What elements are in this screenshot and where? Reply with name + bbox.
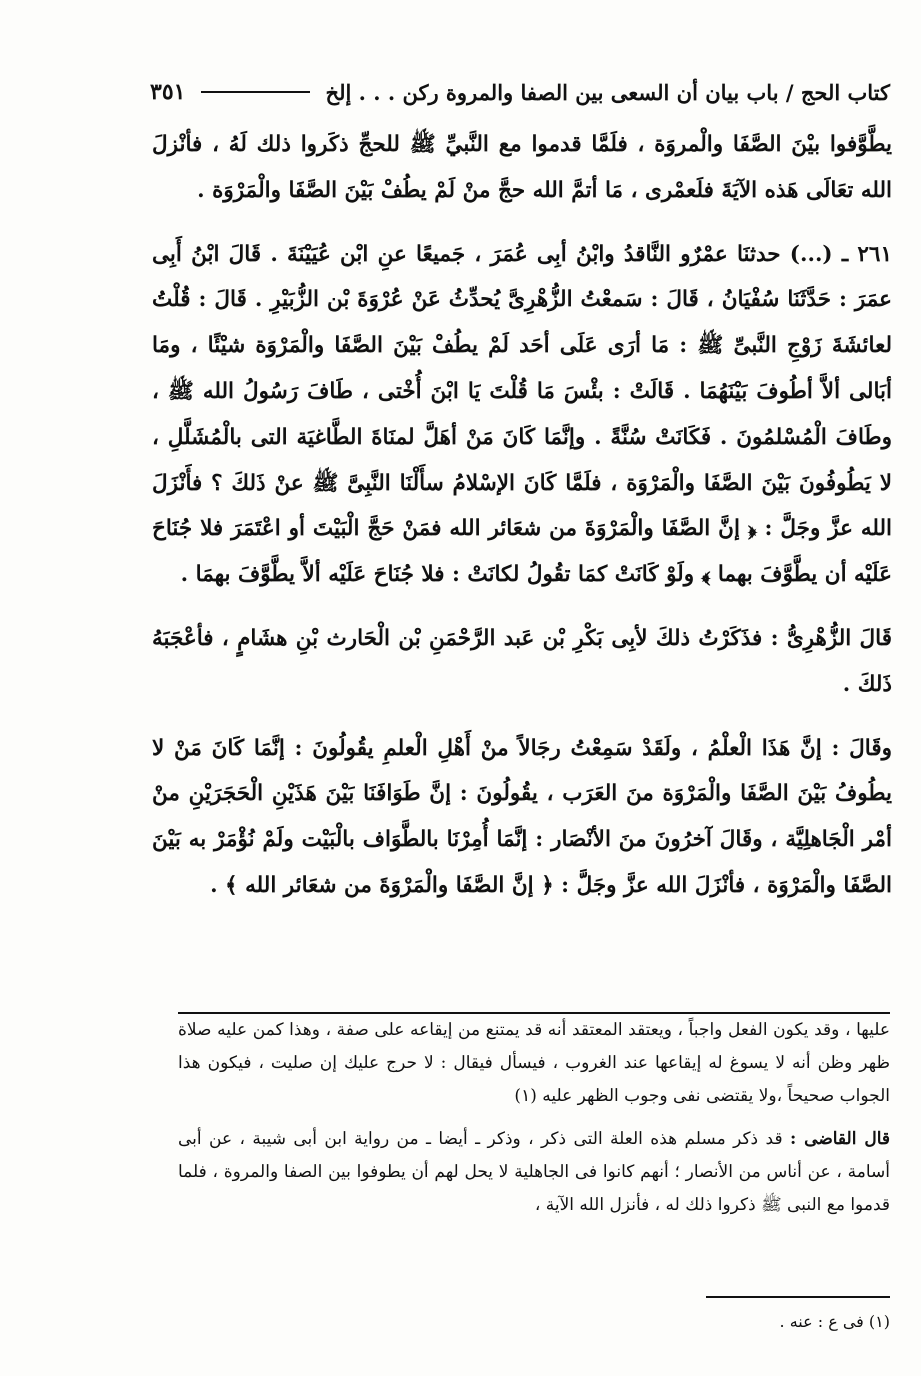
header-rule [201, 91, 309, 93]
hadith-text [152, 122, 892, 909]
commentary [178, 1014, 890, 1222]
commentary-lead: قال القاضى : [789, 1129, 890, 1149]
running-header [150, 72, 890, 112]
footnote: (١) فى ع : عنه . [779, 1312, 890, 1331]
hadith-paragraph: يطَّوَّفوا بيْنَ الصَّفَا والْمروَة ، فلَمَّا قدموا مع النَّبيِّ ﷺ للحجِّ ذكَروا ذلك لَهُ ، فأنْزلَ الله تعَالَى هَذه الآيَةَ فلَعمْرى ، مَا أتمَّ الله حجَّ منْ لَمْ يطُفْ بَيْنَ الصَّفَا والْمَرْوَة . [152, 132, 892, 203]
header-title: كتاب الحج / باب بيان أن السعى بين الصفا والمروة ركن . . . إلخ [325, 79, 890, 105]
page-number: ٣٥١ [150, 79, 186, 105]
hadith-paragraph: قَالَ الزُّهْرِىُّ : فذَكَرْتُ ذلكَ لأبِى بَكْرِ بْن عَبد الرَّحْمَنِ بْن الْحَارث بْنِ هشَامٍ ، فأعْجَبَهُ ذَلكَ . [152, 625, 892, 697]
hadith-paragraph: وقَالَ : إنَّ هَذَا الْعلْمُ ، ولَقَدْ سَمِعْتُ رجَالاً منْ أَهْلِ الْعلمِ يقُولُونَ : إنَّمَا كَانَ مَنْ لا يطُوفُ بَيْنَ الصَّفَا والْمَرْوَة منَ العَرَب ، يقُولُونَ : إنَّ طَوَافَنَا بَيْنَ هَذَيْنِ الْحَجَرَيْنِ منْ أمْر الْجَاهلِيَّة ، وقَالَ آخرُونَ منَ الأنْصَار : إنَّمَا أُمِرْنَا بالطَّوَاف بالْبَيْت ولَمْ نُؤْمَرْ به بَيْنَ الصَّفَا والْمَرْوَة ، فأنْزَلَ الله عزَّ وجَلَّ : ﴿ إنَّ الصَّفَا والْمَرْوَةَ من شعَائر الله ﴾ . [152, 735, 892, 898]
commentary-body: قد ذكر مسلم هذه العلة التى ذكر ، وذكر ـ أيضا ـ من رواية ابن أبى شيبة ، عن أبى أسامة ، عن أناس من الأنصار ؛ أنهم كانوا فى الجاهلية لا يحل لهم أن يطوفوا بين الصفا والمروة ، فلما قدموا مع النبى ﷺ ذكروا ذلك له ، فأنزل الله الآية ، [178, 1129, 890, 1215]
hadith-paragraph: ٢٦١ ـ (...) حدثنَا عمْرٌو النَّاقدُ وابْنُ أبِى عُمَرَ ، جَميعًا عنِ ابْن عُيَيْنَةَ . قَالَ ابْنُ أَبِى عمَرَ : حَدَّثَنَا سُفْيَانُ ، قَالَ : سَمعْتُ الزُّهْرِىَّ يُحدِّثُ عَنْ عُرْوَةَ بْن الزُّبَيْرِ . قَالَ : قُلْتُ لعائشَةَ زَوْجِ النَّبىِّ ﷺ : مَا أرَى عَلَى أحَد لَمْ يطُفْ بَيْنَ الصَّفَا والْمَرْوَة شيْئًا ، ومَا أبَالى ألاَّ أطُوفَ بَيْنَهُمَا . قَالَتْ : بئْسَ مَا قُلْتَ يَا ابْنَ أُخْتى ، طَافَ رَسُولُ الله ﷺ ، وطَافَ الْمُسْلمُونَ . فَكَانَتْ سُنَّةً . وإنَّمَا كَانَ مَنْ أهَلَّ لمنَاةَ الطَّاغيَة التى بالْمُشَلَّلِ ، لا يَطُوفُونَ بَيْنَ الصَّفَا والْمَرْوَة ، فلَمَّا كَانَ الإسْلامُ سأَلْنَا النَّبِىَّ ﷺ عنْ ذَلكَ ؟ فأَنْزَلَ الله عزَّ وجَلَّ : ﴿ إنَّ الصَّفَا والْمَرْوَةَ من شعَائر الله فمَنْ حَجَّ الْبَيْتَ أو اعْتَمَرَ فلا جُنَاحَ عَلَيْه أن يطَّوَّفَ بهما ﴾ ولَوْ كَانَتْ كمَا تقُولُ لكانَتْ : فلا جُنَاحَ عَلَيْه ألاَّ يطَّوَّفَ بهمَا . [152, 241, 892, 588]
commentary-paragraph [178, 1123, 890, 1222]
commentary-paragraph: عليها ، وقد يكون الفعل واجباً ، ويعتقد المعتقد أنه قد يمتنع من إيقاعه على صفة ، وهذا كمن عليه صلاة ظهر وظن أنه لا يسوغ له إيقاعها عند الغروب ، فيسأل فيقال : لا حرج عليك إن صليت ، فيكون هذا الجواب صحيحاً ،ولا يقتضى نفى وجوب الظهر عليه (١) [178, 1020, 890, 1106]
footnote-separator [706, 1296, 890, 1298]
